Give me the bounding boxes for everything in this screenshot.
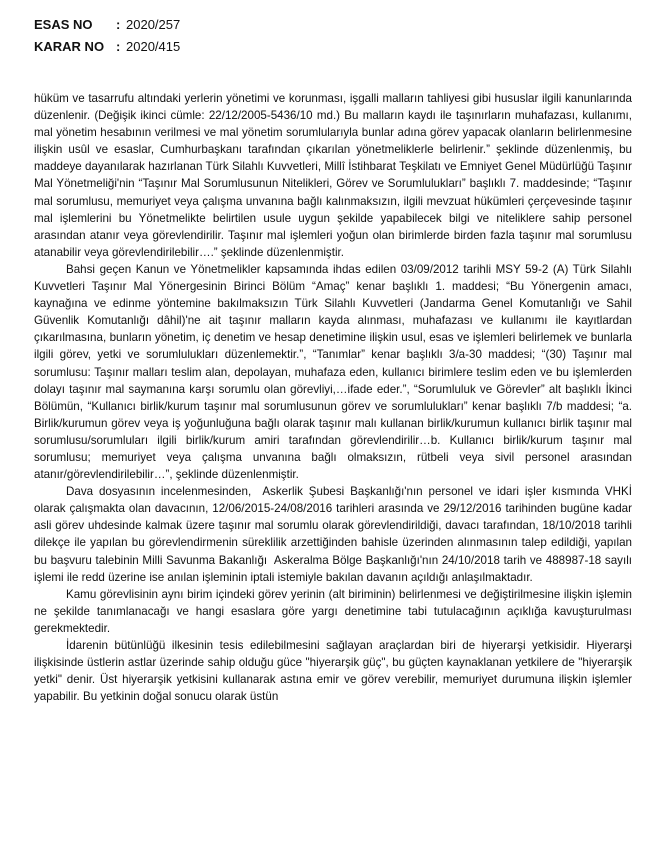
esas-separator: : — [116, 17, 121, 32]
esas-row — [34, 14, 180, 36]
esas-value: 2020/257 — [126, 17, 181, 32]
case-header — [34, 14, 180, 58]
paragraph-3: Dava dosyasının incelenmesinden, ⁠⁠⁠⁠⁠⁠⁠⁠⁠ Askerlik Şubesi Başkanlığı'nın personel ve idari işler kısmında VHKİ olarak çalışmakta olan davacının, 12/06/2015-24/08/2016 tarihleri arasında ve 29/12/2016 tarihinden bugüne kadar asli görev uhdesinde kalmak üzere taşınır mal sorumlu olarak görevlendirildiği, davacı tarafından, 18/10/2018 tarihli dilekçe ile yapılan bu görevlendirmenin süreklilik arzettiğinden bahisle üzerinden alınmasının talep edildiği, yapılan bu başvuru talebinin Milli Savunma Bakanlığı ⁠⁠⁠⁠⁠⁠⁠⁠⁠ Askeralma Bölge Başkanlığı'nın 24/10/2018 tarih ve 488987-18 sayılı işlemi ile redd üzerine ise anılan işleminin iptali istemiyle bakılan davanın açıldığı anlaşılmaktadır. — [34, 485, 632, 584]
paragraph-1: hüküm ve tasarrufu altındaki yerlerin yönetimi ve korunması, işgalli malların tahliyesi gibi hususlar ilgili kanunlarında düzenlenir. (Değişik ikinci cümle: 22/12/2005-5436/10 md.) Bu malların kaydı ile taşınırların muhafazası, kullanımı, mal yönetim hesabının verilmesi ve mal yönetim sorumlularıyla bunlar adına görev yapacak olanların belirlenmesine ilişkin usûl ve esaslar, Cumhurbaşkanı tarafından çıkarılan yönetmeliklerle belirlenir.” şeklinde düzenlenmiş, bu maddeye dayanılarak hazırlanan Türk Silahlı Kuvvetleri, Millî İstihbarat Teşkilatı ve Emniyet Genel Müdürlüğü Taşınır Mal Yönetmeliği'nin “Taşınır Mal Sorumlusunun Nitelikleri, Görev ve Sorumlulukları” başlıklı 7. maddesinde; “Taşınır mal sorumlusu, memuriyet veya çalışma unvanına bağlı kalınmaksızın, ilgili mevzuat hükümleri çerçevesinde taşınır mal işlemlerini bu Yönetmelikte belirtilen usule uygun şekilde yapabilecek bilgi ve niteliklere sahip personel arasından atanır veya görevlendirilir. Taşınır mal işlemleri yoğun olan birimlerde birden fazla taşınır mal sorumlusu atanabilir veya görevlendirilebilir….” şeklinde düzenlenmiştir. — [34, 92, 632, 259]
paragraph-2: Bahsi geçen Kanun ve Yönetmelikler kapsamında ihdas edilen 03/09/2012 tarihli MSY 59-2 (A) Türk Silahlı Kuvvetleri Taşınır Mal Yönergesinin Birinci Bölüm “Amaç” kenar başlıklı 1. maddesi; “Bu Yönergenin amacı, kaynağına ve edinme yöntemine bakılmaksızın Türk Silahlı Kuvvetleri (Jandarma Genel Komutanlığı ve Sahil Güvenlik Komutanlığı dâhil)'ne ait taşınır malların kayda alınması, muhafazası ve kullanımı ile kayıtlardan çıkarılmasına, bunların yönetim, iç denetim ve hesap denetimine ilişkin usul, esas ve işlemleri belirlemek ve bunlarla ilgili görev, yetki ve sorumlulukları düzenlemektir.”, “Tanımlar” kenar başlıklı 3/a-30 maddesi; “(30) Taşınır mal sorumlusu: Taşınır malları teslim alan, depolayan, muhafaza eden, kullanıcı birimlere teslim eden ve bu işlemlerden dolayı taşınır mal saymanına karşı sorumlu olan görevliyi,…ifade eder.”, “Sorumluluk ve Görevler” alt başlıklı İkinci Bölümün, “Kullanıcı birlik/kurum taşınır mal sorumlusunun görev ve sorumlulukları” kenar başlıklı 7/b maddesi; “a. Birlik/kurumun görev veya iş yoğunluğuna bağlı olarak taşınır malı kullanan birlik/kurumun kullanıcı birlik taşınır mal sorumlusu/sorumluları ilgili birlik/kurum amiri tarafından görevlendirilir…b. Kullanıcı birlik/kurum taşınır mal sorumlusu; memuriyet veya çalışma unvanına bağlı olmaksızın, rütbeli veya sivil personel arasından atanır/görevlendirilebilir…”, şeklinde düzenlenmiştir. — [34, 262, 632, 482]
paragraph-4: Kamu görevlisinin aynı birim içindeki görev yerinin (alt biriminin) belirlenmesi ve değiştirilmesine ilişkin işlemin ne şekilde tanımlanacağı ve hangi esaslara göre yargı denetimine tabi tutulacağının açıklığa kavuşturulması gerekmektedir. — [34, 587, 632, 635]
karar-row — [34, 36, 180, 58]
paragraph-5: İdarenin bütünlüğü ilkesinin tesis edilebilmesini sağlayan araçlardan biri de hiyerarşi yetkisidir. Hiyerarşi ilişkisinde üstlerin astlar üzerinde sahip olduğu güce "hiyerarşik güç", bu güçten kaynaklanan yetkilere de "hiyerarşik yetki" denir. Üst hiyerarşik yetkisini kullanarak astına emir ve görev verebilir, memuriyet durumuna ilişkin işlemler yapabilir. Bu yetkinin doğal sonucu olarak üstün — [34, 639, 632, 704]
document-body — [34, 90, 632, 705]
karar-separator: : — [116, 39, 121, 54]
karar-label: KARAR NO — [34, 39, 105, 54]
karar-value: 2020/415 — [126, 39, 181, 54]
esas-label: ESAS NO — [34, 17, 93, 32]
